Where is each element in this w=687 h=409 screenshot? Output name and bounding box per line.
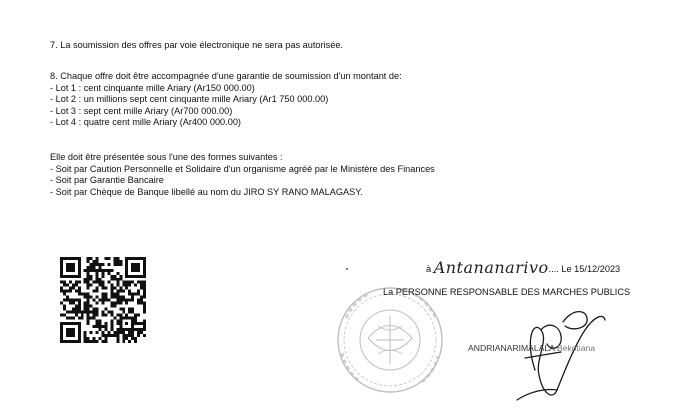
place-date-line <box>426 258 620 277</box>
scan-speck <box>346 268 348 270</box>
responsible-person-title: La PERSONNE RESPONSABLE DES MARCHES PUBLICS <box>383 287 631 297</box>
lot-1-line: - Lot 1 : cent cinquante mille Ariary (Ar150 000.00) <box>50 82 255 93</box>
handwritten-city: Antananarivo <box>433 258 549 277</box>
signer-last-name: ANDRIANARIMALALA <box>468 343 555 353</box>
lot-4-line: - Lot 4 : quatre cent mille Ariary (Ar400 000.00) <box>50 117 241 128</box>
signer-first-name: Bekotiana <box>556 343 596 353</box>
place-prefix: à <box>426 264 432 274</box>
form-option-caution: - Soit par Caution Personnelle et Solidaire d'un organisme agréé par le Ministère des Finances <box>50 163 435 174</box>
item-7-text: 7. La soumission des offres par voie électronique ne sera pas autorisée. <box>50 40 343 50</box>
forms-intro: Elle doit être présentée sous l'une des formes suivantes : <box>50 152 283 162</box>
signer-name <box>468 343 595 353</box>
item-8-bid-guarantee <box>50 71 402 129</box>
item-7-electronic-submission <box>50 40 343 52</box>
lot-3-line: - Lot 3 : sept cent mille Ariary (Ar700 000.00) <box>50 105 233 116</box>
form-option-bank-guarantee: - Soit par Garantie Bancaire <box>50 175 164 186</box>
item-8-intro: 8. Chaque offre doit être accompagnée d'une garantie de soumission d'un montant de: <box>50 71 402 81</box>
form-option-bank-cheque: - Soit par Chèque de Banque libellé au nom du JIRO SY RANO MALAGASY. <box>50 186 363 197</box>
date-text: .... Le 15/12/2023 <box>548 264 621 274</box>
qr-code <box>60 257 146 343</box>
guarantee-forms <box>50 152 435 198</box>
lot-2-line: - Lot 2 : un millions sept cent cinquante mille Ariary (Ar1 750 000.00) <box>50 94 329 105</box>
